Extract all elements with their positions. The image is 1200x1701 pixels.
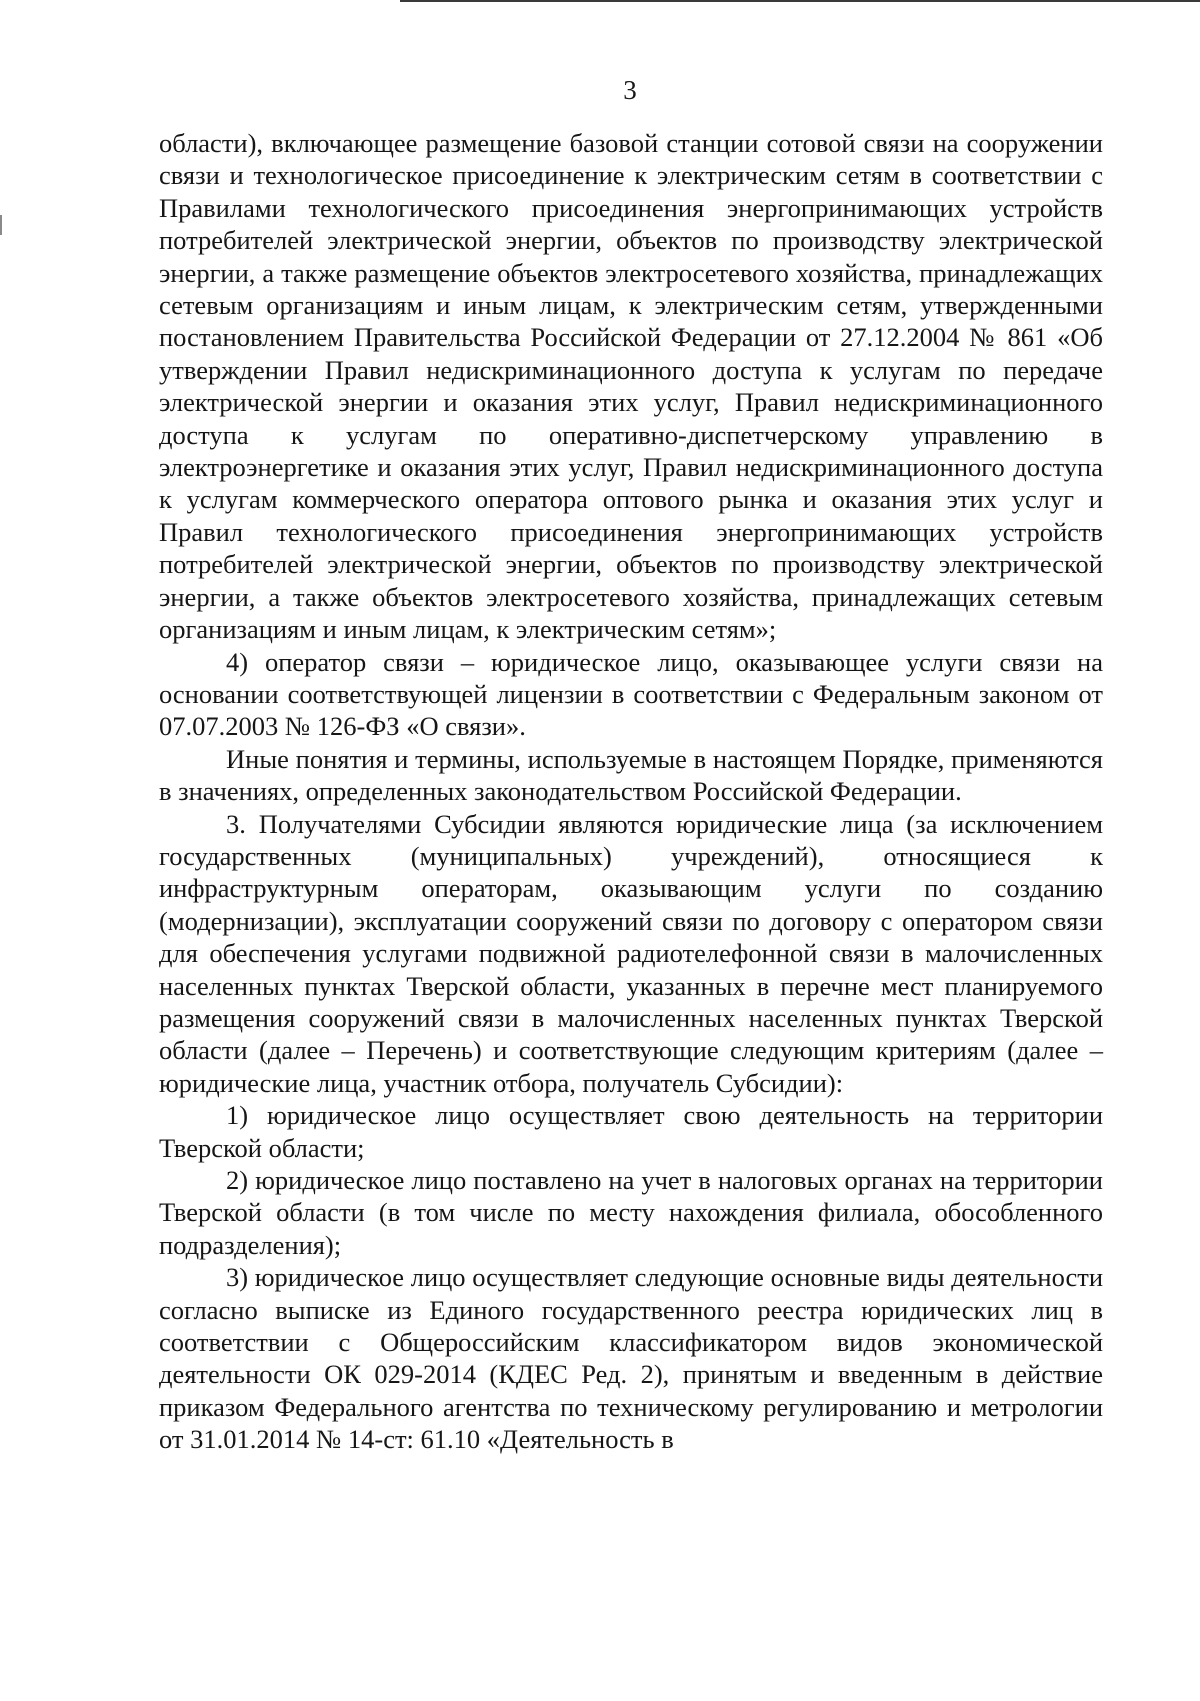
scan-top-edge-line [400,0,1200,2]
page-number: 3 [623,75,637,105]
paragraph-criterion-2: 2) юридическое лицо поставлено на учет в налоговых органах на территории Тверской области (в том числе по месту нахождения филиала, обособленного подразделения); [159,1165,1103,1260]
paragraph-continuation: области), включающее размещение базовой станции сотовой связи на сооружении связи и технологическое присоединение к электрическим сетям в соответствии с Правилами технологического присоединения энергопринимающих устройств потребителей электрической энергии, объектов по производству электрической энергии, а также размещение объектов электросетевого хозяйства, принадлежащих сетевым организациям и иным лицам, к электрическим сетям, утвержденными постановлением Правительства Российской Федерации от 27.12.2004 № 861 «Об утверждении Правил недискриминационного доступа к услугам по передаче электрической энергии и оказания этих услуг, Правил недискриминационного доступа к услугам по оперативно-диспетчерскому управлению в электроэнергетике и оказания этих услуг, Правил недискриминационного доступа к услугам коммерческого оператора оптового рынка и оказания этих услуг и Правил технологического присоединения энергопринимающих устройств потребителей электрической энергии, объектов по производству электрической энергии, а также объектов электросетевого хозяйства, принадлежащих сетевым организациям и иным лицам, к электрическим сетям»; [159,128,1103,645]
paragraph-criterion-3: 3) юридическое лицо осуществляет следующие основные виды деятельности согласно выписке из Единого государственного реестра юридических лиц в соответствии с Общероссийским классификатором видов экономической деятельности ОК 029-2014 (КДЕС Ред. 2), принятым и введенным в действие приказом Федерального агентства по техническому регулированию и метрологии от 31.01.2014 № 14-ст: 61.10 «Деятельность в [159,1262,1103,1455]
paragraph-other-terms: Иные понятия и термины, используемые в настоящем Порядке, применяются в значениях, определенных законодательством Российской Федерации. [159,743,1103,807]
paragraph-criterion-1: 1) юридическое лицо осуществляет свою деятельность на территории Тверской области; [159,1100,1103,1163]
paragraph-section-3: 3. Получателями Субсидии являются юридические лица (за исключением государственных (муниципальных) учреждений), относящиеся к инфраструктурным операторам, оказывающим услуги по созданию (модернизации), эксплуатации сооружений связи по договору с оператором связи для обеспечения услугами подвижной радиотелефонной связи в малочисленных населенных пунктах Тверской области, указанных в перечне мест планируемого размещения сооружений связи в малочисленных населенных пунктах Тверской области (далее – Перечень) и соответствующие следующим критериям (далее – юридические лица, участник отбора, получатель Субсидии): [159,808,1103,1098]
scan-left-edge-mark [0,215,2,235]
body-text [159,127,1103,1456]
paragraph-item-4: 4) оператор связи – юридическое лицо, оказывающее услуги связи на основании соответствующей лицензии в соответствии с Федеральным законом от 07.07.2003 № 126-ФЗ «О связи». [159,646,1103,742]
